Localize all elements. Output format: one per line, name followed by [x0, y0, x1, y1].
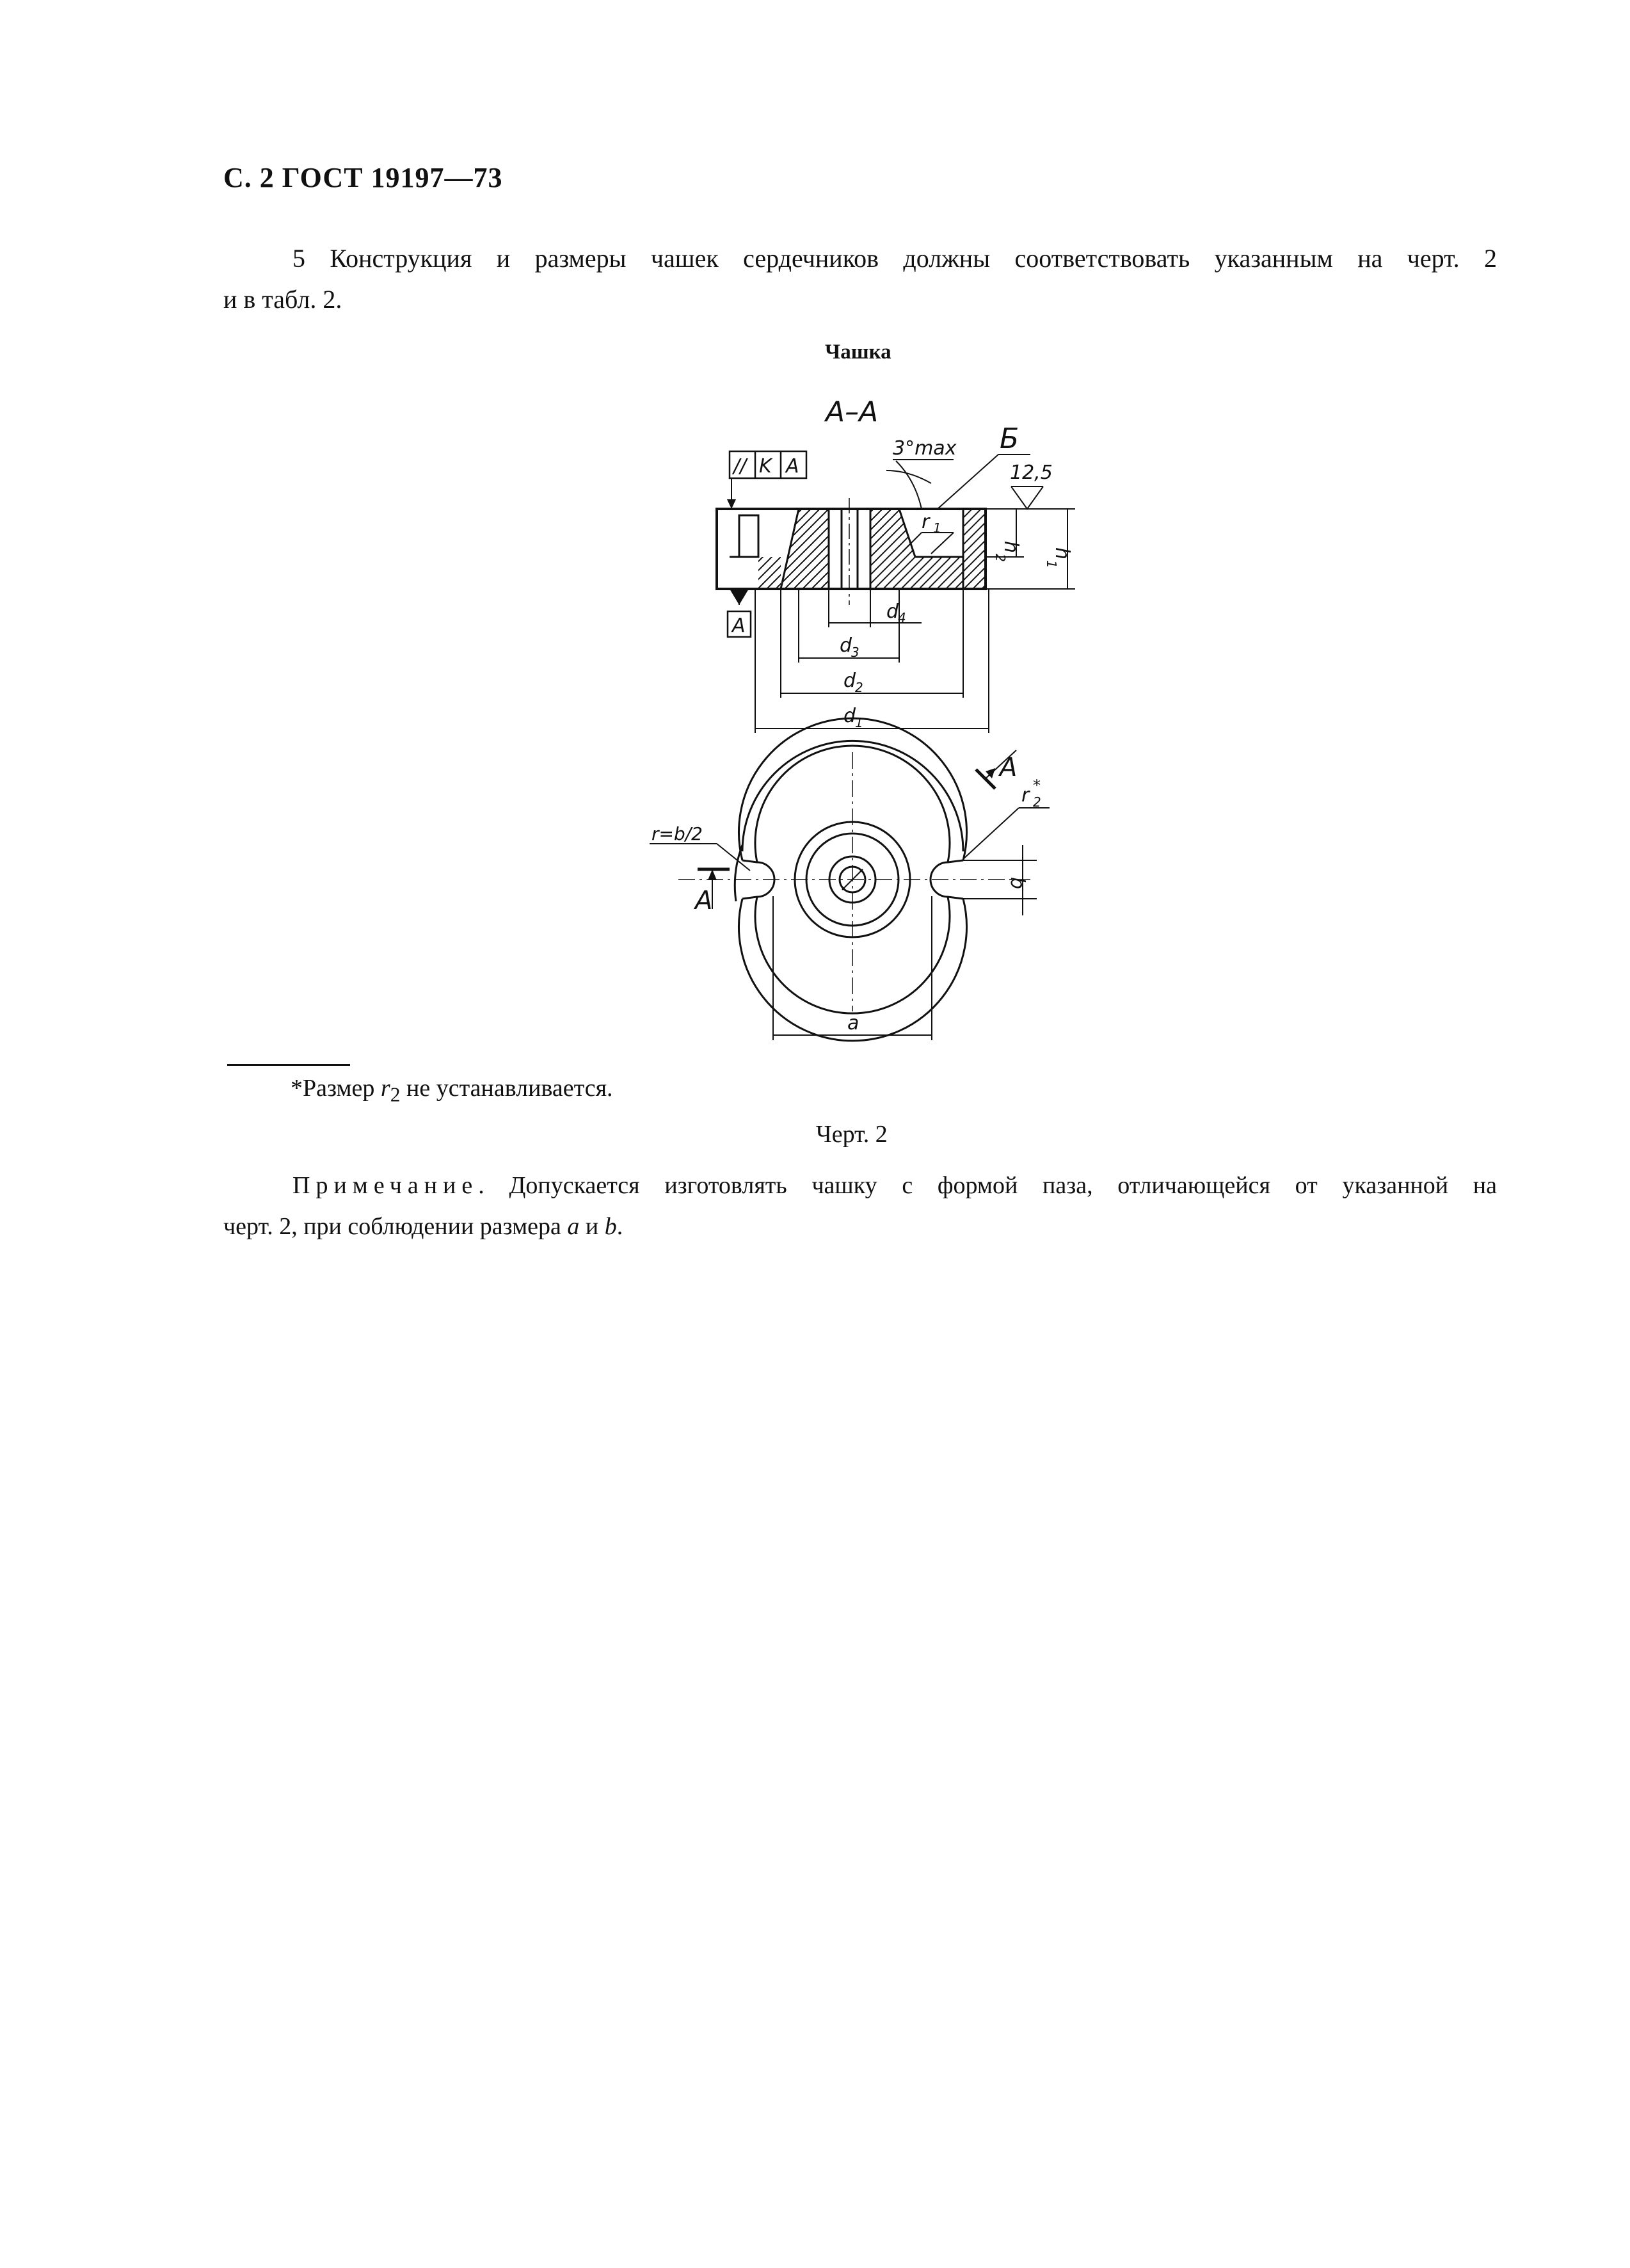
angle-label: 3°max — [893, 437, 957, 460]
d3-sub: 3 — [851, 645, 859, 660]
note-paragraph — [223, 1165, 1497, 1247]
section-mark-left: А — [695, 886, 713, 915]
r1-label: r — [922, 511, 930, 533]
hatch-left-core — [781, 509, 829, 589]
hatch-right-core — [870, 509, 963, 589]
d3-label: d — [840, 634, 852, 657]
d2-label: d — [843, 670, 856, 692]
r2-sub: 2 — [1033, 794, 1041, 810]
h1-sub: 1 — [1044, 560, 1059, 568]
footnote-rule — [227, 1064, 350, 1066]
datum-triangle — [730, 589, 749, 605]
h2-label: h — [1000, 541, 1022, 554]
footnote-suffix: не устанавливается. — [400, 1075, 613, 1102]
h2-sub: 2 — [993, 554, 1008, 562]
note-line-2 — [223, 1206, 1497, 1247]
body-paragraph — [223, 238, 1497, 320]
technical-drawing — [640, 384, 1126, 1063]
tolerance-symbol: // — [733, 455, 747, 478]
section-mark-right: А — [1000, 753, 1018, 782]
section-label: А–А — [826, 396, 879, 428]
slot-radius-label: r=b/2 — [651, 823, 703, 844]
d4-label: d — [886, 600, 899, 623]
note-label: Примечание — [292, 1172, 479, 1199]
note-var-b: b — [604, 1213, 617, 1240]
tolerance-value: K — [759, 455, 772, 478]
roughness-value: 12,5 — [1010, 462, 1053, 484]
datum-label: А — [732, 615, 746, 637]
section-view — [717, 498, 986, 605]
diameter-dimensions — [755, 589, 989, 733]
d1-label: d — [843, 705, 856, 727]
footnote-sub: 2 — [390, 1083, 401, 1106]
h1-label: h — [1051, 547, 1073, 560]
a-label: a — [847, 1012, 859, 1034]
r1-sub: 1 — [933, 520, 941, 536]
note-line2-a: черт. 2, при соблюдении размера — [223, 1213, 568, 1240]
note-line2-end: . — [616, 1213, 623, 1240]
center-lines — [678, 752, 1030, 1011]
paragraph-line-2: и в табл. 2. — [223, 285, 342, 314]
note-line1-rest: . Допускается изготовлять чашку с формой паза, отличающейся от указанной на — [478, 1172, 1497, 1199]
view-b-label: Б — [1000, 422, 1019, 455]
d2-sub: 2 — [855, 680, 863, 695]
b-label: b — [1006, 877, 1028, 890]
r2-label: r — [1021, 784, 1030, 807]
footnote-prefix: *Размер — [291, 1075, 381, 1102]
footnote-var: r — [380, 1075, 390, 1102]
page-header: С. 2 ГОСТ 19197—73 — [223, 162, 503, 193]
d4-sub: 4 — [898, 610, 906, 625]
note-line2-mid: и — [579, 1213, 605, 1240]
tolerance-datum: A — [786, 455, 799, 478]
d1-sub: 1 — [855, 715, 863, 730]
hatch-right-wall — [963, 509, 986, 589]
note-var-a: a — [567, 1213, 580, 1240]
drawing-title: Чашка — [825, 341, 891, 364]
r2-star: * — [1033, 776, 1041, 794]
footnote — [291, 1074, 613, 1107]
note-line-1 — [223, 1165, 1497, 1206]
paragraph-line-1: 5 Конструкция и размеры чашек сердечников должны соответствовать указанным на черт. 2 — [292, 244, 1497, 273]
figure-caption: Черт. 2 — [816, 1121, 888, 1148]
